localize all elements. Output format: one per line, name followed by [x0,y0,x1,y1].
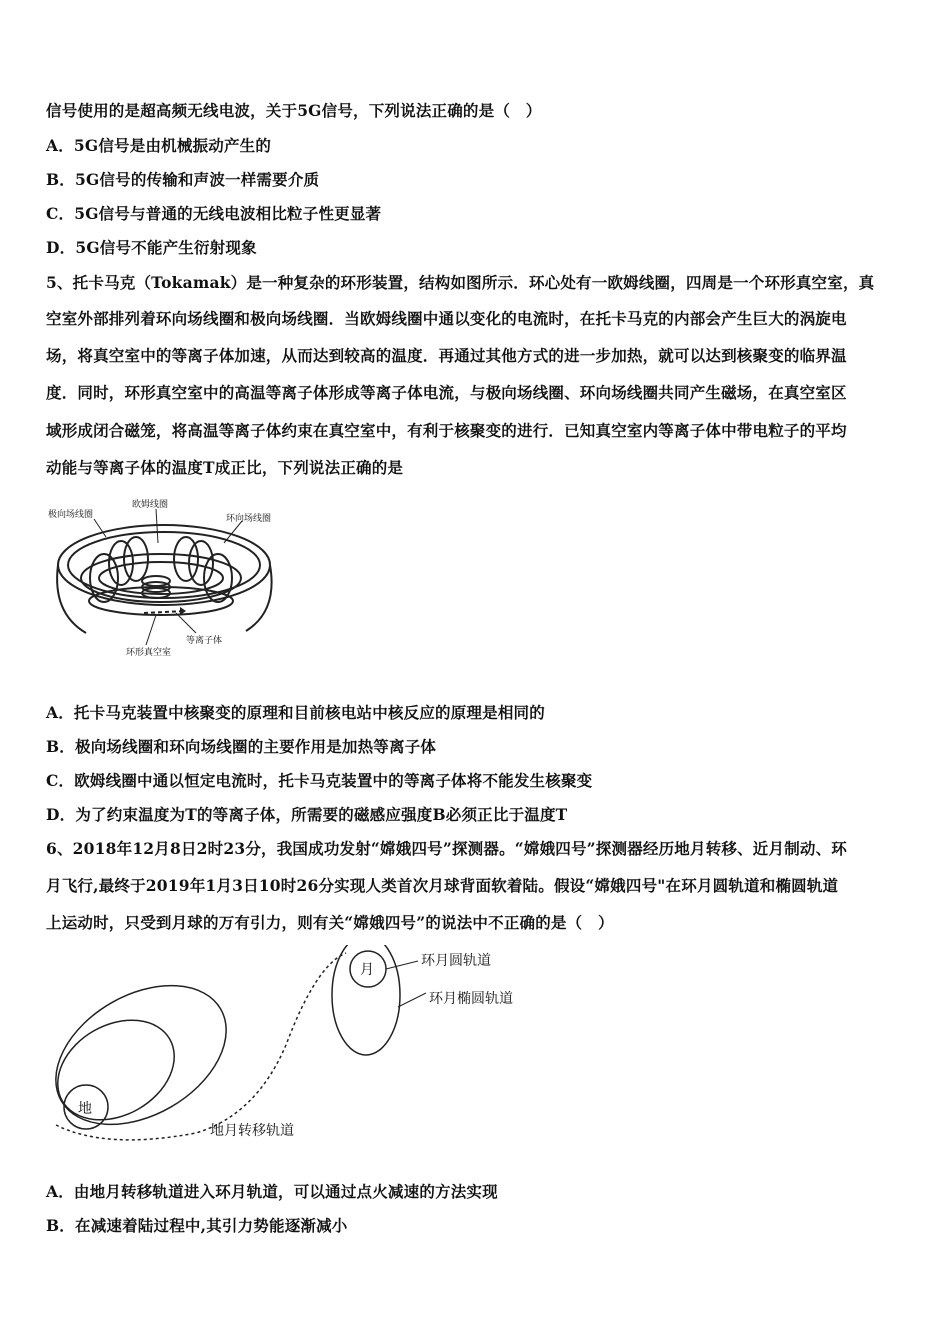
q5-stem-line-4: 度．同时，环形真空室中的高温等离子体形成等离子体电流，与极向场线圈、环向场线圈共同产生磁场，在真空室区 [46,383,847,402]
q5-stem-line-5: 域形成闭合磁笼，将高温等离子体约束在真空室中，有利于核聚变的进行．已知真空室内等离子体中带电粒子的平均 [46,421,847,440]
q5-option-c: C．欧姆线圈中通以恒定电流时，托卡马克装置中的等离子体将不能发生核聚变 [46,771,593,790]
label-vacuum-chamber: 环形真空室 [126,648,172,658]
q6-option-a: A．由地月转移轨道进入环月轨道，可以通过点火减速的方法实现 [46,1182,498,1201]
label-lunar-circular-orbit: 环月圆轨道 [421,953,491,969]
orbit-diagram [46,945,536,1150]
q5-stem-line-3: 场，将真空室中的等离子体加速，从而达到较高的温度．再通过其他方式的进一步加热，就可以达到核聚变的临界温 [46,346,847,365]
q5-option-a: A．托卡马克装置中核聚变的原理和目前核电站中核反应的原理是相同的 [46,703,545,722]
q5-stem-line-1: 5、托卡马克（Tokamak）是一种复杂的环形装置，结构如图所示．环心处有一欧姆线圈，四周是一个环形真空室，真 [46,273,875,292]
label-earth: 地 [78,1101,92,1117]
q4-option-b: B．5G信号的传输和声波一样需要介质 [46,170,320,189]
label-earth-moon-transfer-orbit: 地月转移轨道 [210,1123,294,1139]
label-toroidal-coil: 环向场线圈 [226,514,272,524]
q4-option-d: D．5G信号不能产生衍射现象 [46,238,257,257]
q5-option-d: D．为了约束温度为T的等离子体，所需要的磁感应强度B必须正比于温度T [46,805,568,824]
q5-stem-line-2: 空室外部排列着环向场线圈和极向场线圈．当欧姆线圈中通以变化的电流时，在托卡马克的内部会产生巨大的涡旋电 [46,309,847,328]
q6-stem-line-1: 6、2018年12月8日2时23分，我国成功发射“嫦娥四号”探测器。“嫦娥四号”探测器经历地月转移、近月制动、环 [46,839,847,858]
q6-stem-line-3: 上运动时，只受到月球的万有引力，则有关“嫦娥四号”的说法中不正确的是（ ） [46,913,614,932]
q5-stem-line-6: 动能与等离子体的温度T成正比，下列说法正确的是 [46,458,404,477]
q4-option-a: A．5G信号是由机械振动产生的 [46,136,272,155]
label-poloidal-coil: 极向场线圈 [48,510,94,520]
q6-stem-line-2: 月飞行,最终于2019年1月3日10时26分实现人类首次月球背面软着陆。假设“嫦娥四号"在环月圆轨道和椭圆轨道 [46,876,839,895]
label-plasma: 等离子体 [186,636,223,646]
label-ohmic-coil: 欧姆线圈 [132,500,169,510]
label-moon: 月 [360,962,374,978]
label-lunar-elliptical-orbit: 环月椭圆轨道 [429,991,513,1007]
q4-option-c: C．5G信号与普通的无线电波相比粒子性更显著 [46,204,382,223]
q5-option-b: B．极向场线圈和环向场线圈的主要作用是加热等离子体 [46,737,437,756]
q6-option-b: B．在减速着陆过程中,其引力势能逐渐减小 [46,1216,348,1235]
tokamak-diagram [46,493,286,665]
question-4-stem-tail: 信号使用的是超高频无线电波，关于5G信号，下列说法正确的是（ ） [46,101,542,120]
